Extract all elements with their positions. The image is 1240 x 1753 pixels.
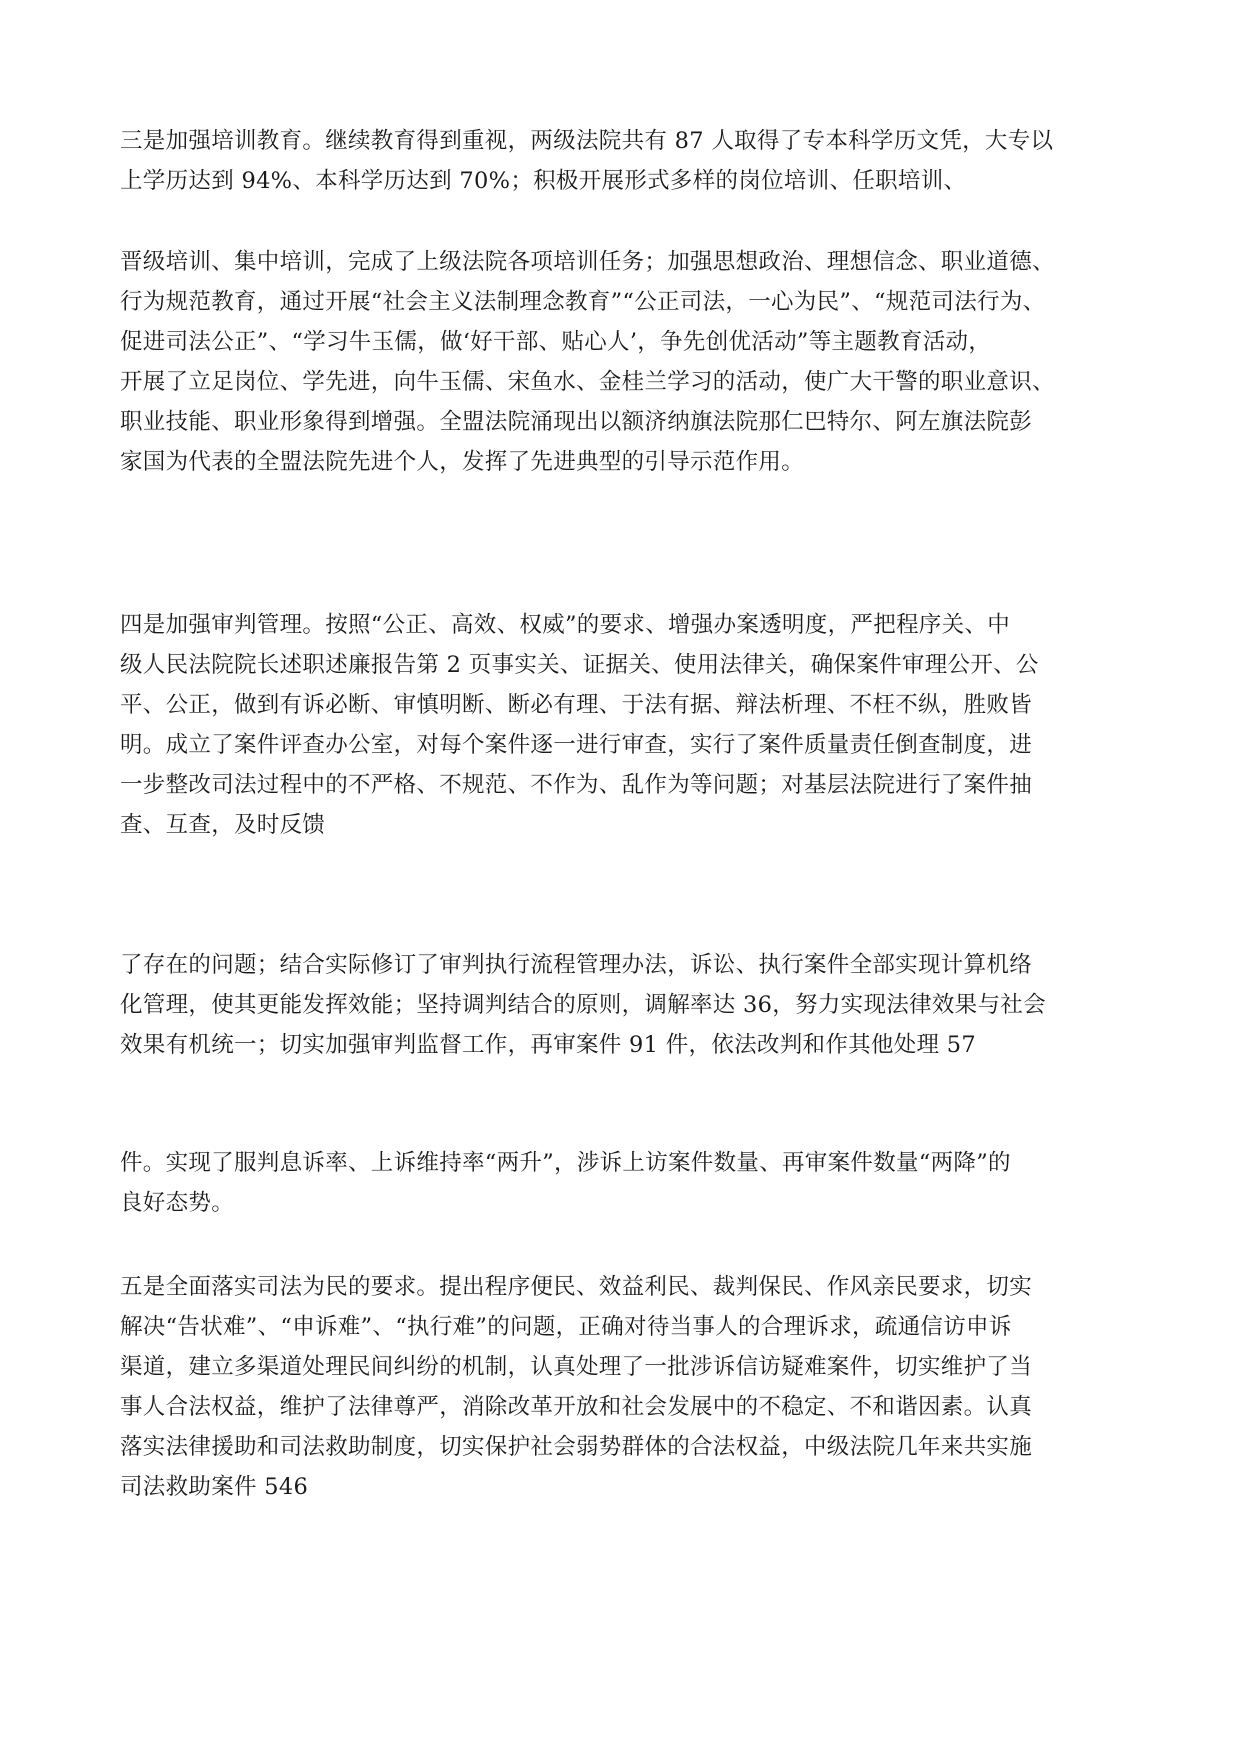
text-line: 促进司法公正”、“学习牛玉儒，做‘好干部、贴心人’，争先创优活动”等主题教育活动， <box>120 329 992 355</box>
text-line: 明。成立了案件评查办公室，对每个案件逐一进行审查，实行了案件质量责任倒查制度，进 <box>120 732 1033 758</box>
text-line: 了存在的问题；结合实际修订了审判执行流程管理办法，诉讼、执行案件全部实现计算机络 <box>120 952 1033 978</box>
text-line: 晋级培训、集中培训，完成了上级法院各项培训任务；加强思想政治、理想信念、职业道德、 <box>120 249 1055 275</box>
text-line: 三是加强培训教育。继续教育得到重视，两级法院共有 87 人取得了专本科学历文凭，大专以 <box>120 128 1054 154</box>
paragraph-justice-for-people <box>120 1267 1120 1507</box>
text-line: 落实法律援助和司法救助制度，切实保护社会弱势群体的合法权益，中级法院几年来共实施 <box>120 1434 1033 1460</box>
text-line: 行为规范教育，通过开展“社会主义法制理念教育”“公正司法，一心为民”、“规范司法行为、 <box>120 289 1046 315</box>
text-line: 四是加强审判管理。按照“公正、高效、权威”的要求、增强办案透明度，严把程序关、中 <box>120 612 1011 638</box>
text-line: 五是全面落实司法为民的要求。提出程序便民、效益利民、裁判保民、作风亲民要求，切实 <box>120 1274 1033 1300</box>
text-line: 化管理，使其更能发挥效能；坚持调判结合的原则，调解率达 36，努力实现法律效果与社会 <box>120 992 1046 1018</box>
text-line: 平、公正，做到有诉必断、审慎明断、断必有理、于法有据、辩法析理、不枉不纵，胜败皆 <box>120 692 1033 718</box>
paragraph-trial-results <box>120 1143 1120 1223</box>
text-line: 解决“告状难”、“申诉难”、“执行难”的问题，正确对待当事人的合理诉求，疏通信访申诉 <box>120 1314 1012 1340</box>
text-line: 查、互查，及时反馈 <box>120 812 326 838</box>
text-line: 级人民法院院长述职述廉报告第 2 页事实关、证据关、使用法律关，确保案件审理公开、公 <box>120 652 1039 678</box>
text-line: 家国为代表的全盟法院先进个人，发挥了先进典型的引导示范作用。 <box>120 449 805 475</box>
text-line: 件。实现了服判息诉率、上诉维持率“两升”，涉诉上访案件数量、再审案件数量“两降”的 <box>120 1150 1011 1176</box>
text-line: 良好态势。 <box>120 1190 235 1216</box>
paragraph-training <box>120 121 1120 201</box>
paragraph-training-continued <box>120 242 1120 482</box>
text-line: 职业技能、职业形象得到增强。全盟法院涌现出以额济纳旗法院那仁巴特尔、阿左旗法院彭 <box>120 409 1033 435</box>
text-line: 事人合法权益，维护了法律尊严，消除改革开放和社会发展中的不稳定、不和谐因素。认真 <box>120 1394 1033 1420</box>
text-line: 开展了立足岗位、学先进，向牛玉儒、宋鱼水、金桂兰学习的活动，使广大干警的职业意识、 <box>120 369 1055 395</box>
text-line: 效果有机统一；切实加强审判监督工作，再审案件 91 件，依法改判和作其他处理 57 <box>120 1032 977 1058</box>
paragraph-trial-management <box>120 605 1120 845</box>
paragraph-trial-management-continued <box>120 945 1120 1065</box>
text-line: 上学历达到 94%、本科学历达到 70%；积极开展形式多样的岗位培训、任职培训、 <box>120 168 967 194</box>
text-line: 渠道，建立多渠道处理民间纠纷的机制，认真处理了一批涉诉信访疑难案件，切实维护了当 <box>120 1354 1033 1380</box>
text-line: 一步整改司法过程中的不严格、不规范、不作为、乱作为等问题；对基层法院进行了案件抽 <box>120 772 1033 798</box>
text-line: 司法救助案件 546 <box>120 1474 309 1500</box>
